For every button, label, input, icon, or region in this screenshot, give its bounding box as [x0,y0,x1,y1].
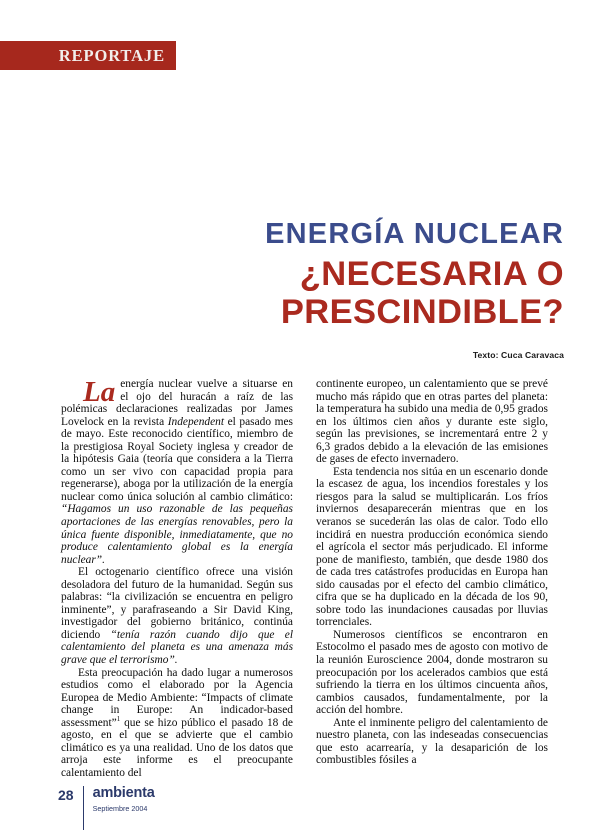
paragraph [61,667,293,780]
section-banner [0,41,176,70]
headline-line-1: ¿NECESARIA O [299,255,564,293]
drop-cap: La [83,376,116,408]
paragraph [61,378,293,566]
publication-name: Independent [167,415,225,428]
byline: Texto: Cuca Caravaca [472,350,564,360]
paragraph-text: Esta preocupación ha dado lugar a numerosos estudios como el elaborado por la Agencia Europea de Medio Ambiente: “Impacts of climate change in Europe: An indicador-based assessment” [61,666,293,729]
footnote-marker: 1 [116,714,121,723]
paragraph: continente europeo, un calentamiento que se prevé mucho más rápido que en otras partes del planeta: la temperatura ha subido una media de 0,95 grados en los últimos cien años y durante este siglo, según las previsiones, se incrementará entre 2 y 6,3 grados debido a la elevación de las emisiones de gases de efecto invernadero. [316,378,548,466]
left-column [61,378,293,780]
headline-line-2: PRESCINDIBLE? [280,293,564,331]
quotation: “tenía razón cuando dijo que el calentamiento del planeta es una amenaza más grave que el terrorismo”. [61,628,293,667]
section-banner-label: REPORTAJE [58,45,165,65]
paragraph-text: energía nuclear vuelve a situarse en el ojo del huracán a raíz de las polémicas declaraciones realizadas por James Lovelock en la revista [61,378,293,428]
headline-kicker: ENERGÍA NUCLEAR [265,218,564,250]
paragraph-text: que se hizo público el pasado 18 de agosto, en el que se advierte que el cambio climático es ya una realidad. Uno de los datos que arroja este informe es el preocupante calentamiento del [61,716,293,779]
right-column [316,378,548,780]
paragraph: Esta tendencia nos sitúa en un escenario donde la escasez de agua, los incendios forestales y los riesgos para la salud se multiplicarán. Los fríos inviernos desaparecerán mientras que en los veranos se sucederán las olas de calor. Todo ello incidirá en nuestra producción económica siendo el agrícola el sector más perjudicado. El informe pone de manifiesto, también, que desde 1980 dos de cada tres catástrofes producidas en Europa han sido causadas por el efecto del cambio climático, cifra que se ha duplicado en la década de los 90, sobre todo las inundaciones causadas por lluvias torrenciales. [316,465,548,629]
magazine-masthead: ambienta [92,785,155,801]
paragraph: Ante el inminente peligro del calentamiento de nuestro planeta, con las indeseadas consecuencias que esto acarrearía, y la desaparición de los combustibles fósiles a [316,716,548,767]
paragraph: Numerosos científicos se encontraron en Estocolmo el pasado mes de agosto con motivo de la reunión Euroscience 2004, donde mostraron su preocupación por los acelerados cambios que está sufriendo la tierra en los últimos cincuenta años, cambios causados, fundamentalmente, por la acción del hombre. [316,628,548,717]
article-body [61,378,548,780]
paragraph-text: el pasado mes de mayo. Este reconocido científico, miembro de la prestigiosa Royal Society inglesa y creador de la hipótesis Gaia (teoría que considera a la Tierra como un ser vivo con capacidad propia para regenerarse), aboga por la utilización de la energía nuclear como única solución al cambio climático: [61,415,293,503]
page-number: 28 [58,787,74,803]
paragraph-text: El octogenario científico ofrece una visión desoladora del futuro de la humanidad. Según sus palabras: “la civilización se encuentra en peligro inminente”, y parafraseando a Sir David King, investigador del gobierno británico, continúa diciendo [61,566,293,641]
paragraph [61,566,293,666]
footer-text-group [84,786,155,813]
headline-block [44,218,564,331]
issue-date: Septiembre 2004 [92,804,148,813]
quotation: “Hagamos un uso razonable de las pequeñas aportaciones de las energías renovables, pero la única fuente disponible, inmediatamente, que no produce calentamiento global es la energía nuclear”. [61,503,293,566]
page-footer [58,786,155,830]
